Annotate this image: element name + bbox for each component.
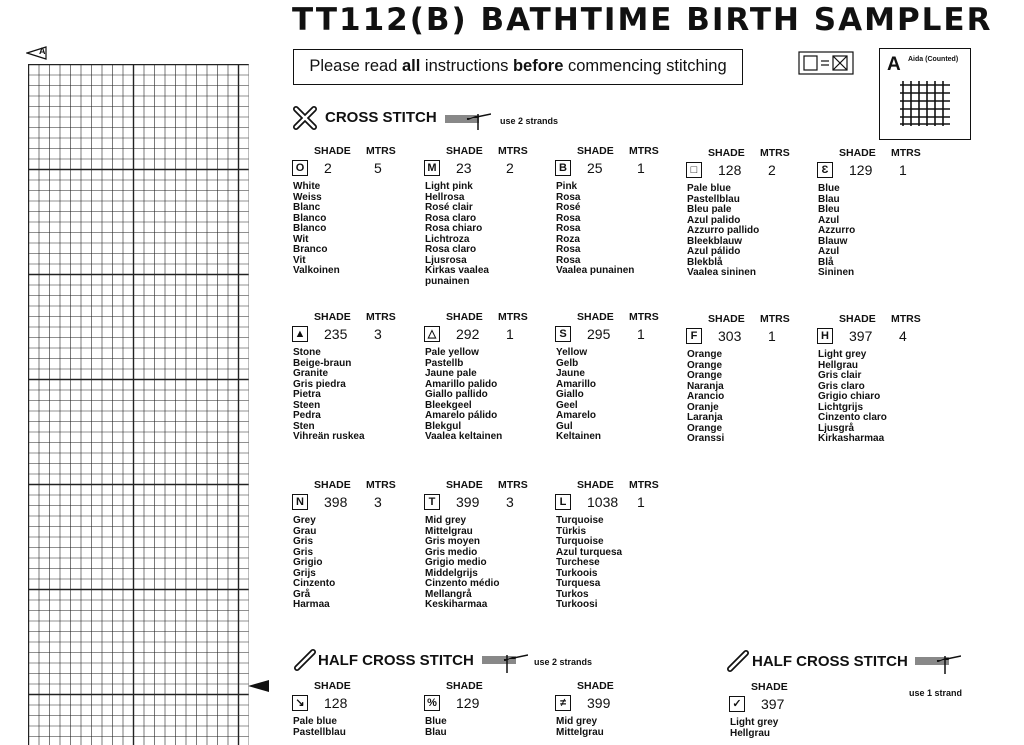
colour-name: Keskiharmaa [425, 599, 488, 610]
colour-name: White [293, 181, 321, 192]
colour-names [556, 717, 604, 738]
mtrs-header: MTRS [629, 479, 659, 491]
shade-number: 25 [587, 160, 603, 176]
colour-name: Grå [293, 588, 311, 600]
colour-name: Vit [293, 254, 306, 266]
colour-name: Geel [556, 399, 578, 411]
shade-header: SHADE [314, 479, 351, 491]
colour-name: Kirkas vaalea [425, 265, 489, 276]
colour-name: Orange [687, 422, 723, 434]
metres-value: 3 [506, 494, 514, 510]
colour-name: Azul turquesa [556, 546, 623, 558]
colour-names [293, 182, 340, 277]
colour-name: Pedra [293, 410, 321, 421]
mtrs-header: MTRS [498, 145, 528, 157]
colour-name: Blanc [293, 202, 321, 213]
shade-header: SHADE [751, 681, 788, 693]
colour-names [425, 516, 499, 611]
shade-header: SHADE [314, 145, 351, 157]
stitch-symbol: O [292, 160, 308, 176]
stitch-symbol: ↘ [292, 695, 308, 711]
mtrs-header: MTRS [498, 311, 528, 323]
colour-name: Jaune pale [425, 368, 477, 379]
cross-stitch-chart-grid [28, 64, 249, 745]
half-cross-stitch-icon [725, 648, 751, 674]
metres-value: 5 [374, 160, 382, 176]
shade-header: SHADE [314, 680, 351, 692]
colour-name: Grau [293, 525, 317, 537]
stitch-symbol: T [424, 494, 440, 510]
colour-name: Azul [818, 246, 840, 257]
colour-name: Lichtroza [425, 233, 470, 245]
colour-name: Weiss [293, 191, 322, 203]
fabric-label: Aida (Counted) [908, 56, 959, 63]
shade-number: 397 [761, 696, 785, 712]
colour-name: Azul [818, 214, 840, 226]
colour-name: Bleekblauw [687, 235, 743, 247]
colour-name: Pastellblau [293, 726, 346, 738]
mtrs-header: MTRS [891, 313, 921, 325]
colour-name: Blanco [293, 212, 327, 224]
shade-number: 129 [849, 162, 873, 178]
colour-names [425, 717, 447, 738]
shade-header: SHADE [839, 147, 876, 159]
colour-name: Mittelgrau [425, 525, 473, 537]
colour-name: Rosé [556, 202, 581, 213]
mtrs-header: MTRS [891, 147, 921, 159]
shade-number: 129 [456, 695, 480, 711]
colour-name: Rosa claro [425, 244, 477, 255]
colour-name: Rosa [556, 223, 581, 234]
colour-name: Middelgrijs [425, 567, 478, 579]
colour-name: Gris claro [818, 380, 865, 392]
stitch-symbol: H [817, 328, 833, 344]
shade-header: SHADE [708, 147, 745, 159]
shade-number: 398 [324, 494, 348, 510]
shade-number: 399 [456, 494, 480, 510]
metres-value: 1 [637, 494, 645, 510]
colour-name: Blekgul [425, 420, 462, 432]
colour-name: Hellrosa [425, 191, 465, 203]
stitch-symbol: % [424, 695, 440, 711]
metres-value: 2 [506, 160, 514, 176]
stitch-symbol: S [555, 326, 571, 342]
colour-name: Amarillo palido [425, 378, 498, 390]
colour-name: Türkis [556, 525, 587, 537]
colour-name: Cinzento claro [818, 412, 887, 423]
colour-names [425, 348, 502, 443]
fabric-info-box [879, 48, 971, 140]
colour-name: Light grey [730, 717, 779, 728]
colour-name: Vaalea sininen [687, 267, 756, 278]
colour-name: Azul pálido [687, 246, 741, 257]
colour-name: Ljusgrå [818, 422, 855, 434]
aida-fabric-icon [898, 79, 952, 127]
shade-header: SHADE [314, 311, 351, 323]
stitch-symbol: △ [424, 326, 440, 342]
colour-name: Oranssi [687, 433, 725, 444]
colour-name: Granite [293, 368, 329, 379]
colour-name: Pietra [293, 389, 321, 400]
colour-name: Amarillo [556, 378, 597, 390]
colour-names [293, 717, 346, 738]
needle-thread-icon [915, 652, 961, 676]
colour-name: Ljusrosa [425, 254, 467, 266]
shade-number: 397 [849, 328, 873, 344]
mtrs-header: MTRS [760, 313, 790, 325]
colour-name: Pastellblau [687, 193, 740, 205]
colour-name: Vihreän ruskea [293, 431, 365, 442]
stitch-symbol: B [555, 160, 571, 176]
metres-value: 1 [768, 328, 776, 344]
stitch-symbol: Ɛ [817, 162, 833, 178]
colour-name: Orange [687, 370, 723, 381]
colour-name: Grigio chiaro [818, 391, 881, 402]
colour-name: Sten [293, 420, 315, 432]
shade-number: 128 [324, 695, 348, 711]
colour-name: Arancio [687, 391, 725, 402]
colour-name: Gelb [556, 357, 579, 369]
mtrs-header: MTRS [760, 147, 790, 159]
colour-names [818, 184, 855, 279]
shade-number: 292 [456, 326, 480, 342]
colour-name: Grigio [293, 557, 323, 568]
colour-name: Azul palido [687, 214, 741, 226]
colour-name: Cinzento [293, 578, 336, 589]
colour-name: Grey [293, 515, 316, 526]
stitch-symbol: L [555, 494, 571, 510]
shade-header: SHADE [577, 311, 614, 323]
colour-name: Pale blue [293, 716, 337, 727]
colour-name: Valkoinen [293, 265, 340, 276]
shade-number: 295 [587, 326, 611, 342]
colour-name: Stone [293, 347, 321, 358]
colour-name: Keltainen [556, 431, 602, 442]
mtrs-header: MTRS [366, 479, 396, 491]
colour-name: Harmaa [293, 599, 330, 610]
colour-name: Kirkasharmaa [818, 433, 885, 444]
colour-name: Wit [293, 233, 309, 245]
stitch-symbol: ≠ [555, 695, 571, 711]
colour-name: Vaalea punainen [556, 265, 635, 276]
colour-name: Hellgrau [730, 727, 771, 739]
cross-stitch-icon [291, 104, 319, 132]
colour-name: Naranja [687, 380, 724, 392]
colour-name: Azzurro pallido [687, 225, 760, 236]
metres-value: 3 [374, 494, 382, 510]
symbol-key-icon [798, 51, 854, 80]
stitch-symbol: □ [686, 162, 702, 178]
colour-name: Bleu [818, 204, 840, 215]
row-pointer-icon [248, 679, 270, 693]
shade-number: 235 [324, 326, 348, 342]
colour-name: Giallo pallido [425, 389, 488, 400]
metres-value: 3 [374, 326, 382, 342]
shade-header: SHADE [446, 311, 483, 323]
stitch-symbol: F [686, 328, 702, 344]
colour-name: Mid grey [556, 716, 598, 727]
colour-name: Amarelo [556, 410, 597, 421]
colour-name: Blå [818, 256, 834, 268]
colour-name: Mittelgrau [556, 726, 604, 738]
colour-name: Turkoosi [556, 599, 598, 610]
colour-names [556, 516, 622, 611]
mtrs-header: MTRS [629, 311, 659, 323]
shade-header: SHADE [446, 145, 483, 157]
colour-name: Grigio medio [425, 557, 487, 568]
colour-name: punainen [425, 275, 470, 287]
metres-value: 1 [899, 162, 907, 178]
colour-name: Mid grey [425, 515, 467, 526]
colour-name: Blanco [293, 223, 327, 234]
colour-name: Blau [818, 193, 840, 205]
stitch-symbol: N [292, 494, 308, 510]
colour-names [730, 718, 778, 739]
colour-name: Pale yellow [425, 347, 479, 358]
colour-name: Grijs [293, 567, 316, 579]
shade-number: 128 [718, 162, 742, 178]
mtrs-header: MTRS [366, 145, 396, 157]
colour-name: Gris [293, 536, 314, 547]
colour-name: Gris clair [818, 370, 862, 381]
colour-name: Bleu pale [687, 204, 732, 215]
page-title: TT112(B) BATHTIME BIRTH SAMPLER [292, 2, 993, 38]
stitch-symbol: ▲ [292, 326, 308, 342]
colour-name: Azzurro [818, 225, 856, 236]
colour-names [818, 350, 887, 445]
colour-name: Blauw [818, 235, 848, 247]
colour-names [293, 516, 335, 611]
colour-name: Gris piedra [293, 378, 346, 390]
chart-marker: A [26, 46, 48, 60]
mtrs-header: MTRS [498, 479, 528, 491]
metres-value: 1 [637, 160, 645, 176]
colour-name: Giallo [556, 389, 584, 400]
colour-name: Blue [818, 183, 840, 194]
colour-name: Lichtgrijs [818, 401, 864, 413]
colour-name: Jaune [556, 368, 585, 379]
colour-name: Rosa [556, 254, 581, 266]
shade-header: SHADE [446, 479, 483, 491]
colour-name: Blue [425, 716, 447, 727]
instructions-notice: Please read all instructions before commencing stitching [293, 49, 743, 85]
colour-name: Orange [687, 349, 723, 360]
colour-name: Pink [556, 181, 578, 192]
colour-name: Light pink [425, 181, 473, 192]
colour-name: Gris [293, 546, 314, 558]
colour-name: Blau [425, 726, 447, 738]
shade-header: SHADE [577, 479, 614, 491]
colour-name: Turquoise [556, 515, 604, 526]
metres-value: 2 [768, 162, 776, 178]
colour-name: Mellangrå [425, 588, 472, 600]
mtrs-header: MTRS [629, 145, 659, 157]
colour-name: Hellgrau [818, 359, 859, 371]
colour-name: Turkoois [556, 567, 598, 579]
shade-header: SHADE [577, 680, 614, 692]
colour-name: Turquesa [556, 578, 601, 589]
colour-name: Beige-braun [293, 357, 352, 369]
colour-name: Rosa [556, 244, 581, 255]
metres-value: 1 [637, 326, 645, 342]
metres-value: 4 [899, 328, 907, 344]
colour-name: Turkos [556, 588, 589, 600]
colour-name: Roza [556, 233, 580, 245]
shade-header: SHADE [708, 313, 745, 325]
colour-name: Steen [293, 399, 321, 411]
colour-name: Rosa chiaro [425, 223, 483, 234]
metres-value: 1 [506, 326, 514, 342]
colour-name: Yellow [556, 347, 588, 358]
colour-name: Amarelo pálido [425, 410, 498, 421]
colour-name: Bleekgeel [425, 399, 472, 411]
chart-grid-section [22, 40, 252, 745]
colour-name: Rosé clair [425, 202, 473, 213]
colour-name: Laranja [687, 412, 723, 423]
colour-name: Rosa claro [425, 212, 477, 224]
colour-names [687, 350, 724, 445]
shade-number: 1038 [587, 494, 619, 510]
colour-name: Turquoise [556, 536, 604, 547]
colour-name: Vaalea keltainen [425, 431, 503, 442]
colour-names [425, 182, 489, 287]
colour-name: Pale blue [687, 183, 731, 194]
colour-name: Gul [556, 420, 573, 432]
colour-name: Turchese [556, 557, 600, 568]
shade-header: SHADE [446, 680, 483, 692]
needle-thread-icon [445, 110, 491, 132]
colour-name: Gris moyen [425, 536, 481, 547]
mtrs-header: MTRS [366, 311, 396, 323]
colour-name: Light grey [818, 349, 867, 360]
stitch-symbol: M [424, 160, 440, 176]
colour-name: Cinzento médio [425, 578, 500, 589]
shade-number: 399 [587, 695, 611, 711]
half-cross-stitch-icon [292, 647, 318, 673]
colour-names [556, 182, 634, 277]
shade-number: 303 [718, 328, 742, 344]
shade-number: 23 [456, 160, 472, 176]
colour-name: Pastellb [425, 357, 464, 369]
colour-name: Orange [687, 359, 723, 371]
colour-names [293, 348, 365, 443]
shade-header: SHADE [839, 313, 876, 325]
colour-name: Rosa [556, 191, 581, 203]
colour-name: Branco [293, 244, 328, 255]
colour-name: Sininen [818, 267, 855, 278]
shade-header: SHADE [577, 145, 614, 157]
colour-names [687, 184, 759, 279]
colour-name: Oranje [687, 401, 719, 413]
needle-thread-icon [482, 651, 528, 675]
fabric-letter: A [887, 54, 901, 75]
colour-name: Rosa [556, 212, 581, 224]
shade-number: 2 [324, 160, 332, 176]
stitch-symbol: ✓ [729, 696, 745, 712]
colour-name: Gris medio [425, 546, 478, 558]
colour-names [556, 348, 601, 443]
colour-name: Blekblå [687, 256, 723, 268]
